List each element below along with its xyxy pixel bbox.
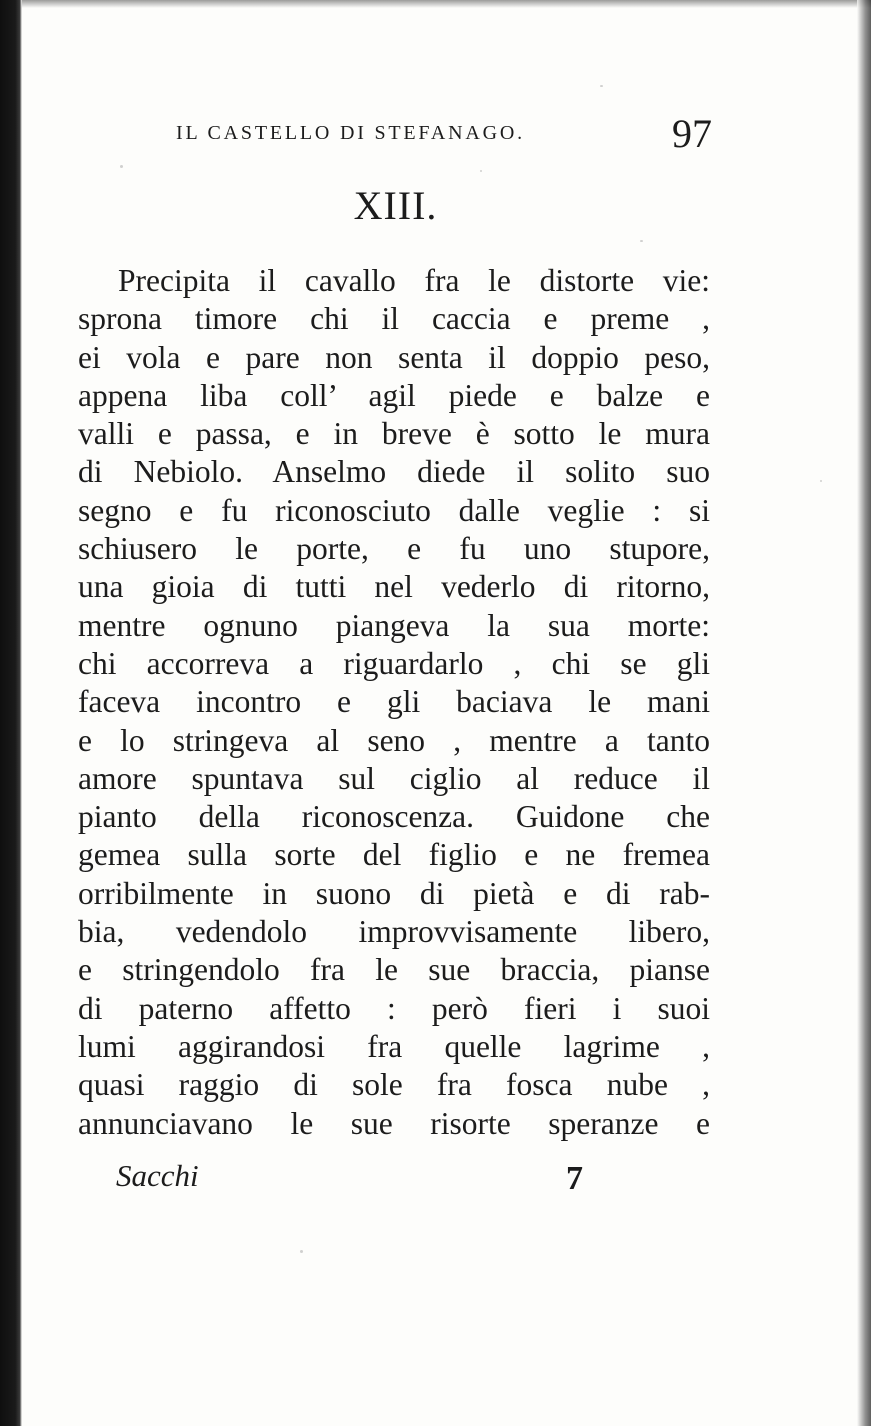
scan-speck [120,165,123,168]
scan-speck [600,85,603,87]
body-text [78,262,710,1143]
text-line: valli e passa, e in breve è sotto le mura [78,416,710,452]
text-line: schiusero le porte, e fu uno stupore, [78,531,710,567]
text-line: mentre ognuno piangeva la sua morte: [78,607,710,643]
text-line: chi accorreva a riguardarlo , chi se gli [78,645,710,681]
text-line: Precipita il cavallo fra le distorte vie: [118,263,710,298]
text-line: segno e fu riconosciuto dalle veglie : si [78,492,710,528]
text-line: ei vola e pare non senta il doppio peso, [78,339,710,375]
text-line: lumi aggirandosi fra quelle lagrime , [78,1028,710,1064]
text-line: orribilmente in suono di pietà e di rab- [78,875,710,911]
signature-number: 7 [566,1160,583,1197]
text-line: amore spuntava sul ciglio al reduce il [78,760,710,796]
text-line: pianto della riconoscenza. Guidone che [78,799,710,835]
text-line: faceva incontro e gli baciava le mani [78,684,710,720]
page-number: 97 [672,111,712,156]
scan-speck [480,170,482,172]
text-line: di paterno affetto : però fieri i suoi [78,990,710,1026]
chapter-number: XIII. [353,183,438,228]
signature-mark: Sacchi [116,1158,199,1193]
page-top-shadow [0,0,871,8]
scan-speck [300,1250,303,1253]
scan-speck [640,240,643,242]
text-line: appena liba coll’ agil piede e balze e [78,377,710,413]
text-line: e stringendolo fra le sue braccia, pianse [78,952,710,988]
page-right-edge [857,0,871,1426]
text-line: di Nebiolo. Anselmo diede il solito suo [78,454,710,490]
text-line: annunciavano le sue risorte speranze e [78,1105,710,1141]
text-line: quasi raggio di sole fra fosca nube , [78,1067,710,1103]
running-head [176,111,716,156]
text-line: gemea sulla sorte del figlio e ne fremea [78,837,710,873]
text-line: sprona timore chi il caccia e preme , [78,301,710,337]
text-line: una gioia di tutti nel vederlo di ritorno, [78,569,710,605]
text-line: bia, vedendolo improvvisamente libero, [78,914,710,950]
running-title: IL CASTELLO DI STEFANAGO. [176,122,525,144]
text-line: e lo stringeva al seno , mentre a tanto [78,722,710,758]
scan-speck [820,480,822,482]
